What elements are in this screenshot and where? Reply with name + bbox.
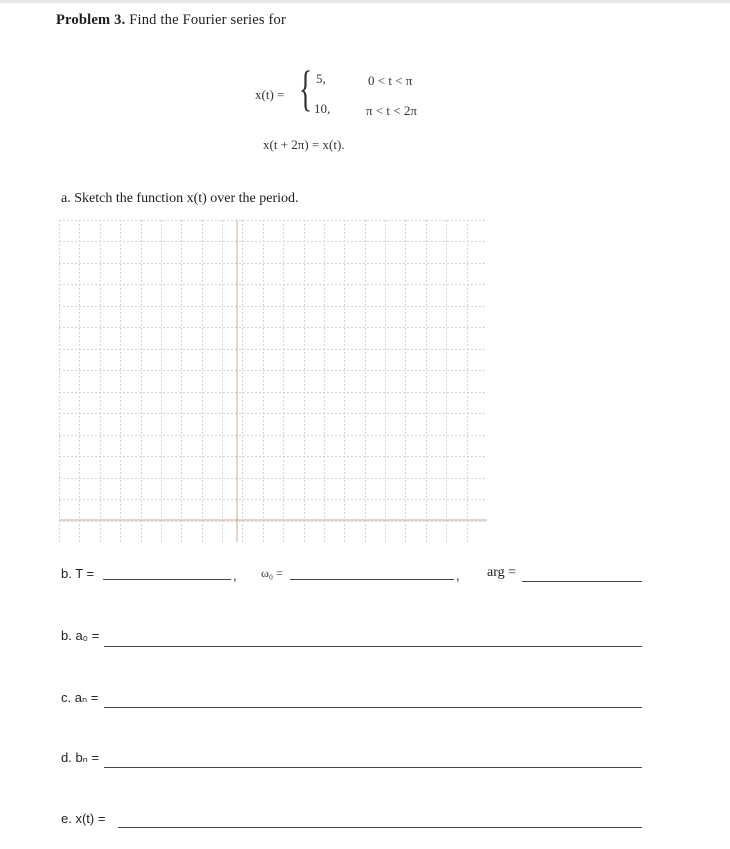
case2-range: π < t < 2π — [366, 103, 417, 118]
periodicity-condition: x(t + 2π) = x(t). — [263, 137, 345, 152]
xt-answer-line[interactable] — [118, 827, 642, 828]
top-border — [0, 0, 730, 3]
an-answer-line[interactable] — [104, 707, 642, 708]
omega-label: ω₀ = — [261, 566, 283, 580]
period-answer-line[interactable] — [103, 579, 231, 580]
bn-answer-line[interactable] — [104, 767, 642, 768]
sketch-grid[interactable] — [59, 220, 487, 542]
separator-1: , — [233, 568, 237, 583]
arg-answer-line[interactable] — [522, 581, 642, 582]
separator-2: , — [456, 568, 460, 583]
an-label: c. aₙ = — [61, 690, 99, 705]
problem-heading — [56, 12, 286, 29]
case2-value: 10, — [314, 101, 331, 116]
a0-label: b. a₀ = — [61, 628, 100, 643]
a0-answer-line[interactable] — [104, 646, 642, 647]
arg-label: arg = — [487, 565, 517, 580]
bn-label: d. bₙ = — [61, 750, 100, 765]
case1-range: 0 < t < π — [368, 73, 413, 88]
grid-lines — [59, 220, 487, 542]
function-lhs: x(t) = — [255, 87, 285, 102]
problem-text: Find the Fourier series for — [129, 12, 287, 28]
period-label: b. T = — [61, 566, 95, 581]
case1-value: 5, — [316, 71, 326, 86]
problem-label: Problem 3. — [56, 12, 126, 28]
xt-label: e. x(t) = — [61, 811, 106, 826]
omega-answer-line[interactable] — [290, 579, 454, 580]
piecewise-brace: { — [299, 60, 313, 116]
part-a-prompt: a. Sketch the function x(t) over the period. — [61, 191, 299, 206]
